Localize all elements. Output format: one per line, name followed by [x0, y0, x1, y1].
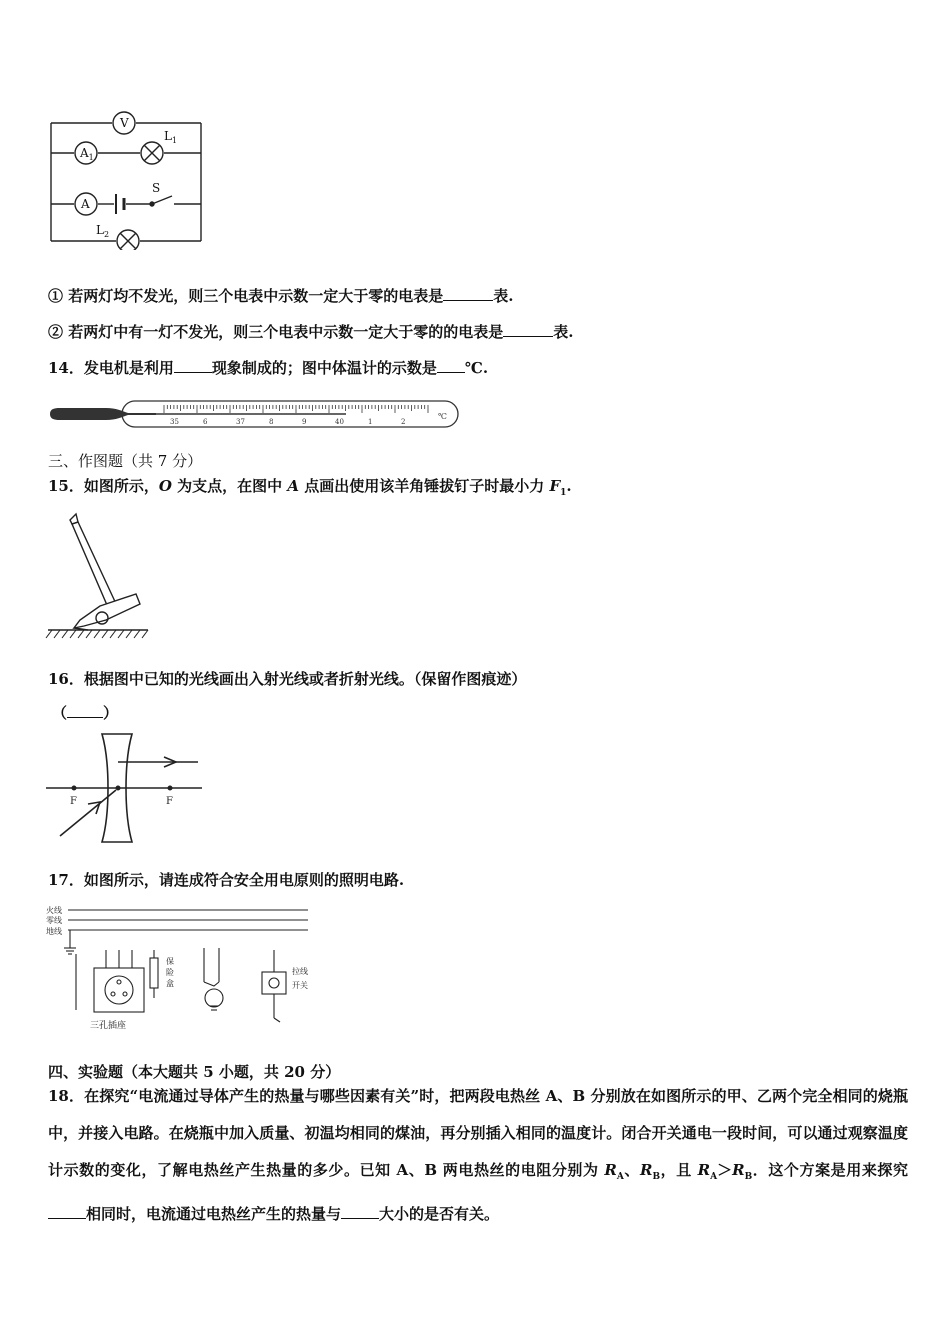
thermometer-tick-label: 6	[203, 418, 208, 426]
fuse-box-label: 保险盒	[166, 957, 174, 988]
thermometer-tick-label: 35	[170, 418, 179, 426]
switch-label: S	[152, 181, 161, 195]
section4-title: 四、实验题（本大题共 5 小题，共 20 分）	[48, 1063, 341, 1081]
answer-blank[interactable]	[48, 1204, 86, 1219]
answer-blank[interactable]	[67, 703, 103, 718]
thermometer-tick-label: 2	[401, 418, 406, 426]
answer-blank[interactable]	[341, 1204, 379, 1219]
thermometer-tick-label: 37	[236, 418, 245, 426]
concave-lens-figure	[44, 732, 204, 844]
ammeter-label: A	[81, 197, 90, 211]
q13-sub1: ① 若两灯均不发光，则三个电表中示数一定大于零的电表是 表.	[48, 287, 514, 305]
ammeter1-label: $A_1$	[80, 146, 94, 162]
q17-question: 17．如图所示，请连成符合安全用电原则的照明电路.	[48, 871, 405, 889]
answer-blank[interactable]	[437, 358, 465, 373]
q15-question: 15．如图所示，O 为支点，在图中 A 点画出使用该羊角锤拔钉子时最小力 $F_1$.	[48, 477, 572, 498]
thermometer-unit: ℃	[438, 412, 447, 421]
q14-question: 14．发电机是利用 现象制成的；图中体温计的示数是 ℃.	[48, 359, 489, 377]
thermometer-tick-label: 1	[368, 418, 373, 426]
answer-blank[interactable]	[443, 286, 493, 301]
focal-point-right: F	[166, 796, 173, 807]
q16-question: 16．根据图中已知的光线画出入射光线或者折射光线。（保留作图痕迹）	[48, 670, 527, 688]
lamp2-label: $L_2$	[96, 223, 110, 239]
q18-question: 18．在探究“电流通过导体产生的热量与哪些因素有关”时，把两段电热丝 A、B 分别放在如图所示的甲、乙两个完全相同的烧瓶中，并接入电路。在烧瓶中加入质量、初温均相同的煤油，再分别插入相同的温度计。闭合开关通电一段时间，可以通过观察温度计示数的变化，了解电热丝产生热量的多少。已知 A、B 两电热丝的电阻分别为 $R_A$、$R_B$，且 $R_A>R_B$．这个方案是用来探究相同时，电流通过电热丝产生的热量与 大小的是否有关。	[48, 1087, 908, 1223]
thermometer-tick-label: 40	[335, 418, 344, 426]
voltmeter-label: V	[120, 116, 129, 130]
lamp1-label: $L_1$	[164, 129, 178, 145]
thermometer-tick-label: 9	[302, 418, 307, 426]
live-wire-label: 火线	[46, 906, 62, 915]
answer-blank[interactable]	[503, 322, 553, 337]
circuit-diagram	[44, 108, 209, 250]
q16-answer-line: （ ）	[52, 704, 119, 722]
three-hole-socket-label: 三孔插座	[90, 1021, 127, 1031]
thermometer-tick-label: 8	[269, 418, 274, 426]
ground-wire-label: 地线	[46, 927, 62, 936]
lighting-circuit-figure	[44, 902, 314, 1044]
neutral-wire-label: 零线	[46, 916, 62, 925]
answer-blank[interactable]	[174, 358, 212, 373]
thermometer-figure	[46, 397, 462, 431]
pull-switch-label: 拉线开关	[292, 967, 308, 990]
claw-hammer-figure	[44, 510, 154, 645]
focal-point-left: F	[70, 796, 77, 807]
section3-title: 三、作图题（共 7 分）	[48, 452, 203, 470]
q13-sub2: ② 若两灯中有一灯不发光，则三个电表中示数一定大于零的的电表是 表.	[48, 323, 574, 341]
